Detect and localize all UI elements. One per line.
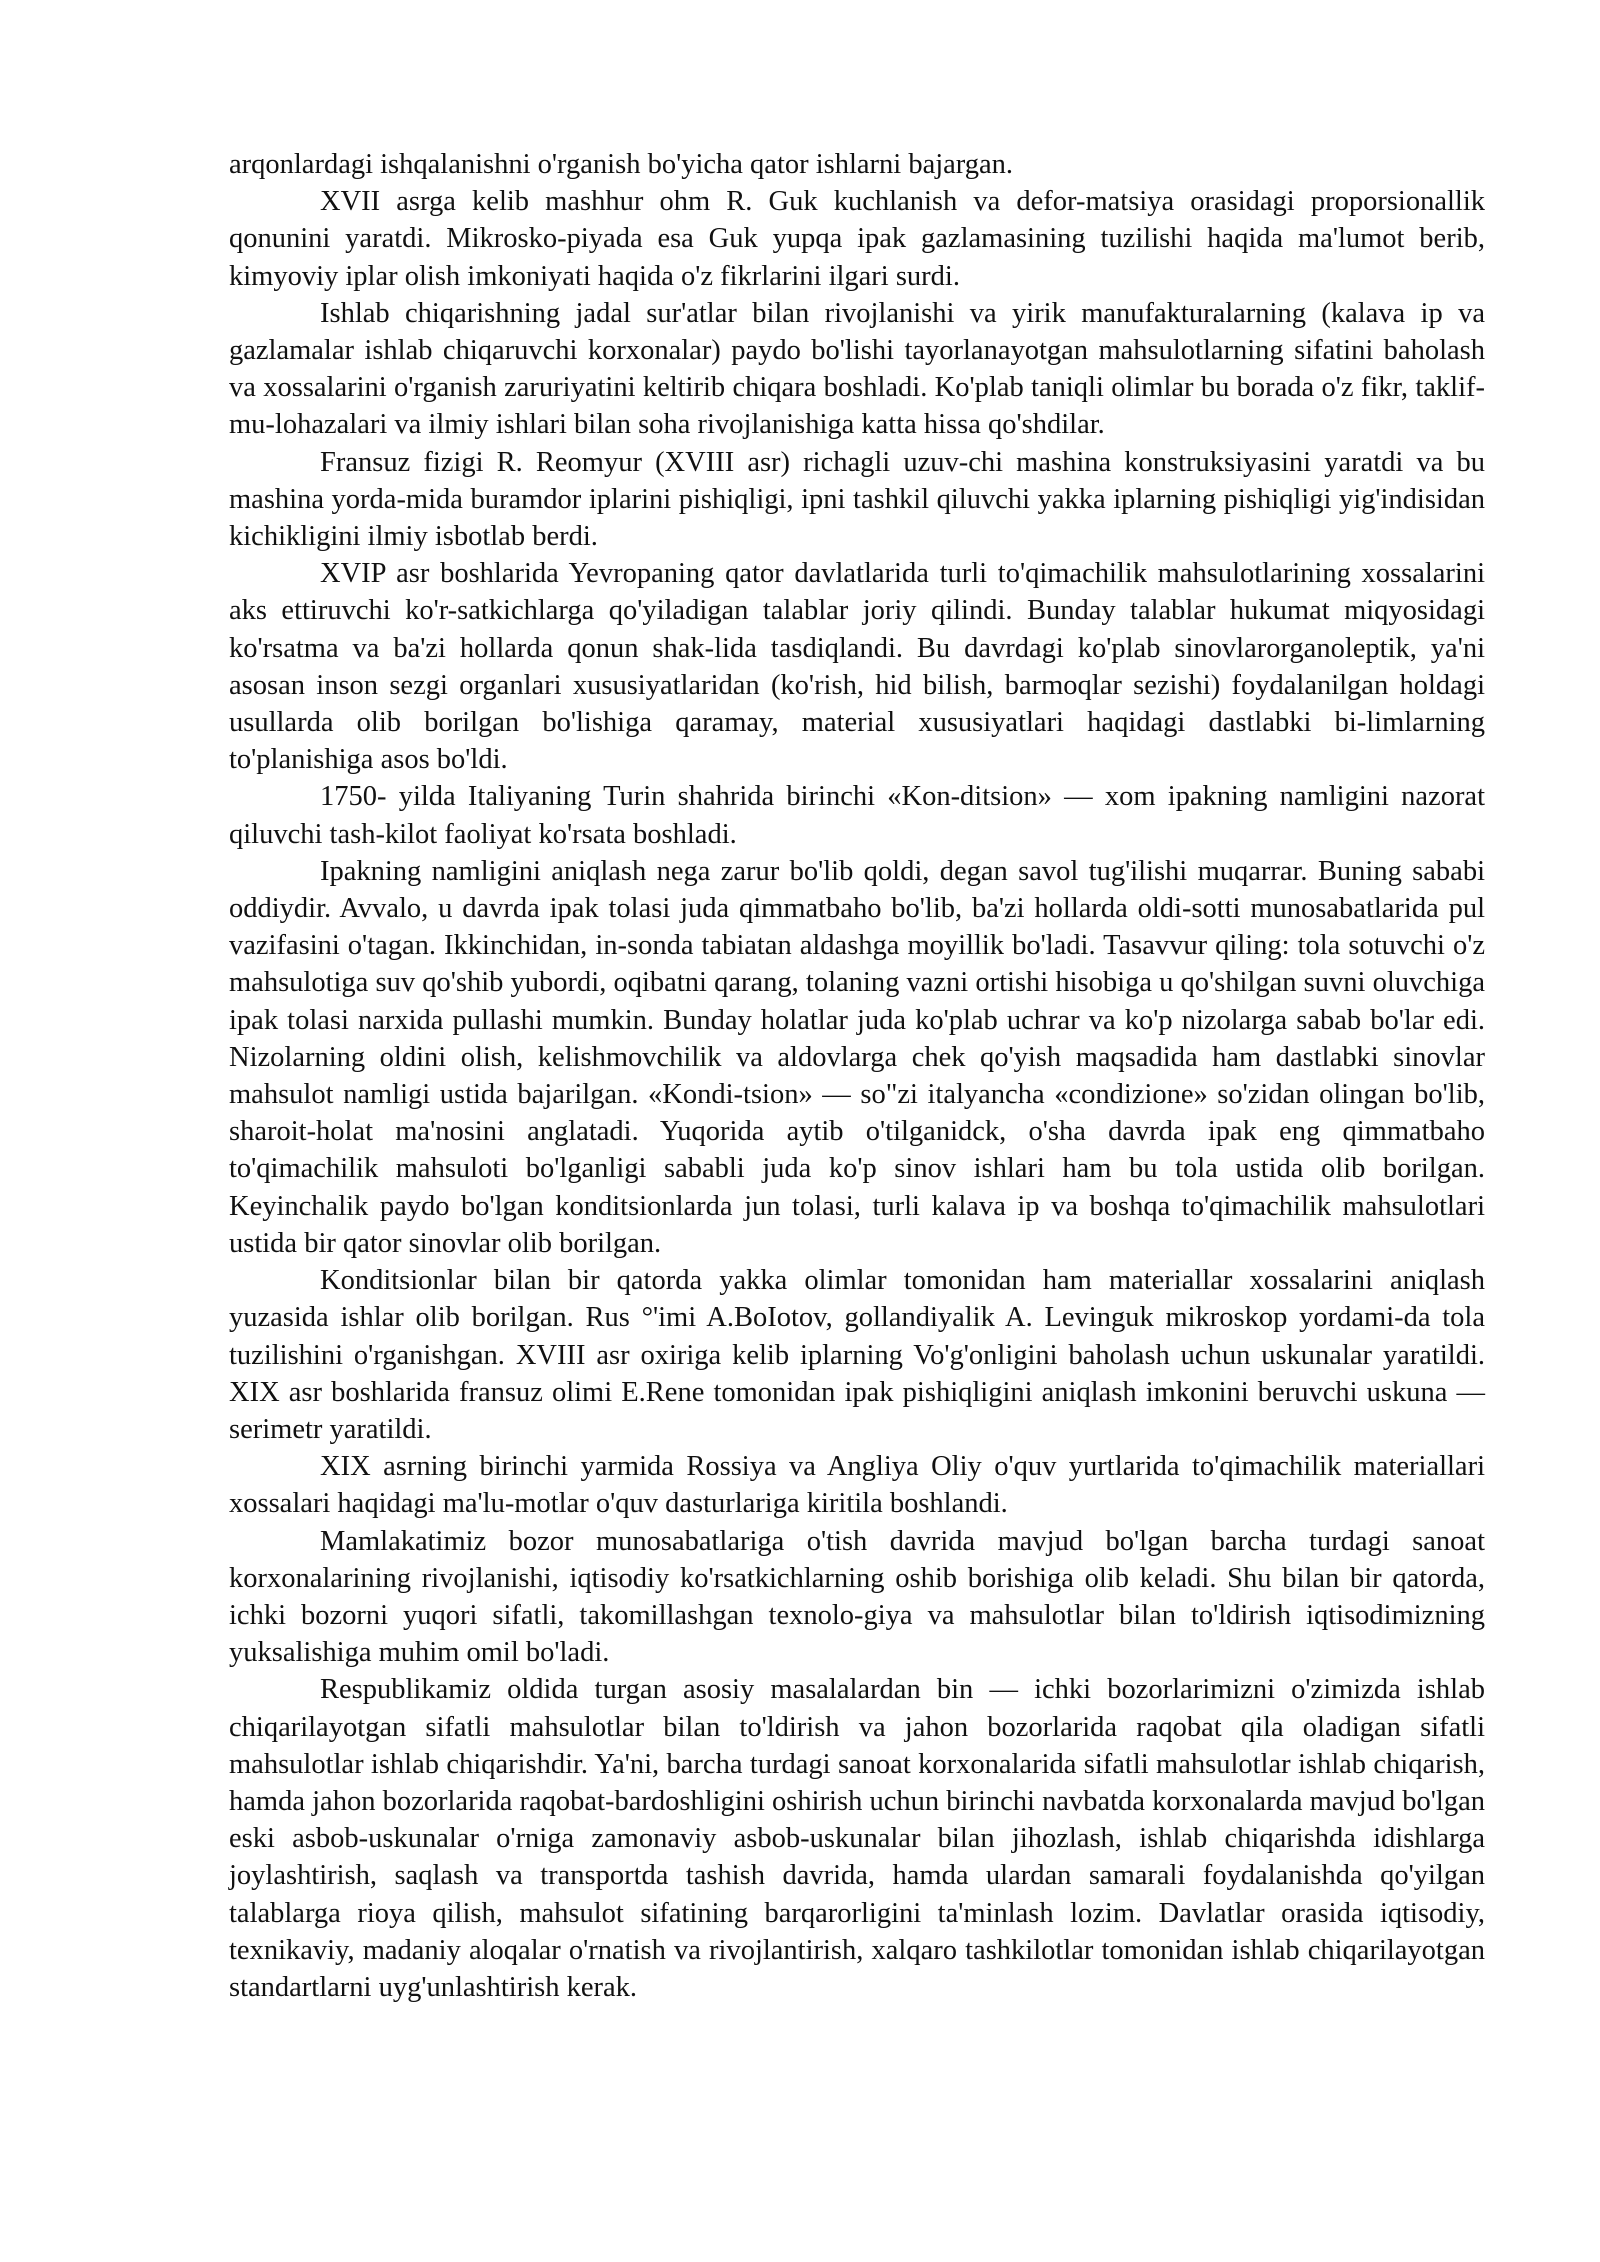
paragraph-6: 1750- yilda Italiyaning Turin shahrida birinchi «Kon-ditsion» — xom ipakning namligini nazorat qiluvchi tash-kilot faoliyat ko'rsata boshladi. — [229, 781, 1485, 850]
paragraph-9: XIX asrning birinchi yarmida Rossiya va Angliya Oliy o'quv yurtlarida to'qimachilik materiallari xossalari haqidagi ma'lu-motlar o'quv dasturlariga kiritila boshlandi. — [229, 1451, 1485, 1520]
paragraph-1: arqonlardagi ishqalanishni o'rganish bo'yicha qator ishlarni bajargan. — [229, 149, 1014, 180]
paragraph-11: Respublikamiz oldida turgan asosiy masalalardan bin — ichki bozorlarimizni o'zimizda ishlab chiqarilayotgan sifatli mahsulotlar bilan to'ldirish va jahon bozorlarida raqobat qila oladigan sifatli mahsulotlar ishlab chiqarishdir. Ya'ni, barcha turdagi sanoat korxonalarida sifatli mahsulotlar ishlab chiqarish, hamda jahon bozorlarida raqobat-bardoshligini oshirish uchun birinchi navbatda korxonalarda mavjud bo'lgan eski asbob-uskunalar o'rniga zamonaviy asbob-uskunalar bilan jihozlash, ishlab chiqarishda idishlarga joylashtirish, saqlash va transportda tashish davrida, hamda ulardan samarali foydalanishda qo'yilgan talablarga rioya qilish, mahsulot sifatining barqarorligini ta'minlash lozim. Davlatlar orasida iqtisodiy, texnikaviy, madaniy aloqalar o'rnatish va rivojlantirish, xalqaro tashkilotlar tomonidan ishlab chiqarilayotgan standartlarni uyg'unlashtirish kerak. — [229, 1674, 1485, 2003]
paragraph-2: XVII asrga kelib mashhur ohm R. Guk kuchlanish va defor-matsiya orasidagi proporsionallik qonunini yaratdi. Mikrosko-piyada esa Guk yupqa ipak gazlamasining tuzilishi haqida ma'lumot berib, kimyoviy iplar olish imkoniyati haqida o'z fikrlarini ilgari surdi. — [229, 186, 1485, 292]
paragraph-7: Ipakning namligini aniqlash nega zarur bo'lib qoldi, degan savol tug'ilishi muqarrar. Buning sababi oddiydir. Avvalo, u davrda ipak tolasi juda qimmatbaho bo'lib, ba'zi hollarda oldi-sotti munosabatlarida pul vazifasini o'tagan. Ikkinchidan, in-sonda tabiatan aldashga moyillik bo'ladi. Tasavvur qiling: tola sotuvchi o'z mahsulotiga suv qo'shib yubordi, oqibatni qarang, tolaning vazni ortishi hisobiga u qo'shilgan suvni oluvchiga ipak tolasi narxida pullashi mumkin. Bunday holatlar juda ko'plab uchrar va ko'p nizolarga sabab bo'lar edi. Nizolarning oldini olish, kelishmovchilik va aldovlarga chek qo'yish maqsadida ham dastlabki sinovlar mahsulot namligi ustida bajarilgan. «Kondi-tsion» — so"zi italyancha «condizione» so'zidan olingan bo'lib, sharoit-holat ma'nosini anglatadi. Yuqorida aytib o'tilganidck, o'sha davrda ipak eng qimmatbaho to'qimachilik mahsuloti bo'lganligi sababli juda ko'p sinov ishlari ham bu tola ustida olib borilgan. Keyinchalik paydo bo'lgan konditsionlarda jun tolasi, turli kalava ip va boshqa to'qimachilik mahsulotlari ustida bir qator sinovlar olib borilgan. — [229, 855, 1485, 1259]
paragraph-8: Konditsionlar bilan bir qatorda yakka olimlar tomonidan ham materiallar xossalarini aniqlash yuzasida ishlar olib borilgan. Rus °'imi A.BoIotov, gollandiyalik A. Levinguk mikroskop yordami-da tola tuzilishini o'rganishgan. XVIII asr oxiriga kelib iplarning Vo'g'onligini baholash uchun uskunalar yaratildi. XIX asr boshlarida fransuz olimi E.Rene tomonidan ipak pishiqligini aniqlash imkonini beruvchi uskuna — serimetr yaratildi. — [229, 1265, 1485, 1445]
paragraph-10: Mamlakatimiz bozor munosabatlariga o'tish davrida mavjud bo'lgan barcha turdagi sanoat korxonalarining rivojlanishi, iqtisodiy ko'rsatkichlarning oshib borishiga olib keladi. Shu bilan bir qatorda, ichki bozorni yuqori sifatli, takomillashgan texnolo-giya va mahsulotlar bilan to'ldirish iqtisodimizning yuksalishiga muhim omil bo'ladi. — [229, 1525, 1485, 1669]
paragraph-3: Ishlab chiqarishning jadal sur'atlar bilan rivojlanishi va yirik manufakturalarning (kalava ip va gazlamalar ishlab chiqaruvchi korxonalar) paydo bo'lishi tayorlanayotgan mahsulotlarning sifatini baholash va xossalarini o'rganish zaruriyatini keltirib chiqara boshladi. Ko'plab taniqli olimlar bu borada o'z fikr, taklif-mu-lohazalari va ilmiy ishlari bilan soha rivojlanishiga katta hissa qo'shdilar. — [229, 297, 1485, 441]
paragraph-4: Fransuz fizigi R. Reomyur (XVIII asr) richagli uzuv-chi mashina konstruksiyasini yaratdi va bu mashina yorda-mida buramdor iplarini pishiqligi, ipni tashkil qiluvchi yakka iplarning pishiqligi yig'indisidan kichikligini ilmiy isbotlab berdi. — [229, 446, 1485, 553]
document-page — [229, 146, 1485, 2006]
paragraph-5: XVIP asr boshlarida Yevropaning qator davlatlarida turli to'qimachilik mahsulotlarining xossalarini aks ettiruvchi ko'r-satkichlarga qo'yiladigan talablar joriy qilindi. Bunday talablar hukumat miqyosidagi ko'rsatma va ba'zi hollarda qonun shak-lida tasdiqlandi. Bu davrdagi ko'plab sinovlarorganoleptik, ya'ni asosan inson sezgi organlari xususiyatlaridan (ko'rish, hid bilish, barmoqlar sezishi) foydalanilgan holdagi usullarda olib borilgan bo'lishiga qaramay, material xususiyatlari haqidagi dastlabki bi-limlarning to'planishiga asos bo'ldi. — [229, 558, 1485, 776]
